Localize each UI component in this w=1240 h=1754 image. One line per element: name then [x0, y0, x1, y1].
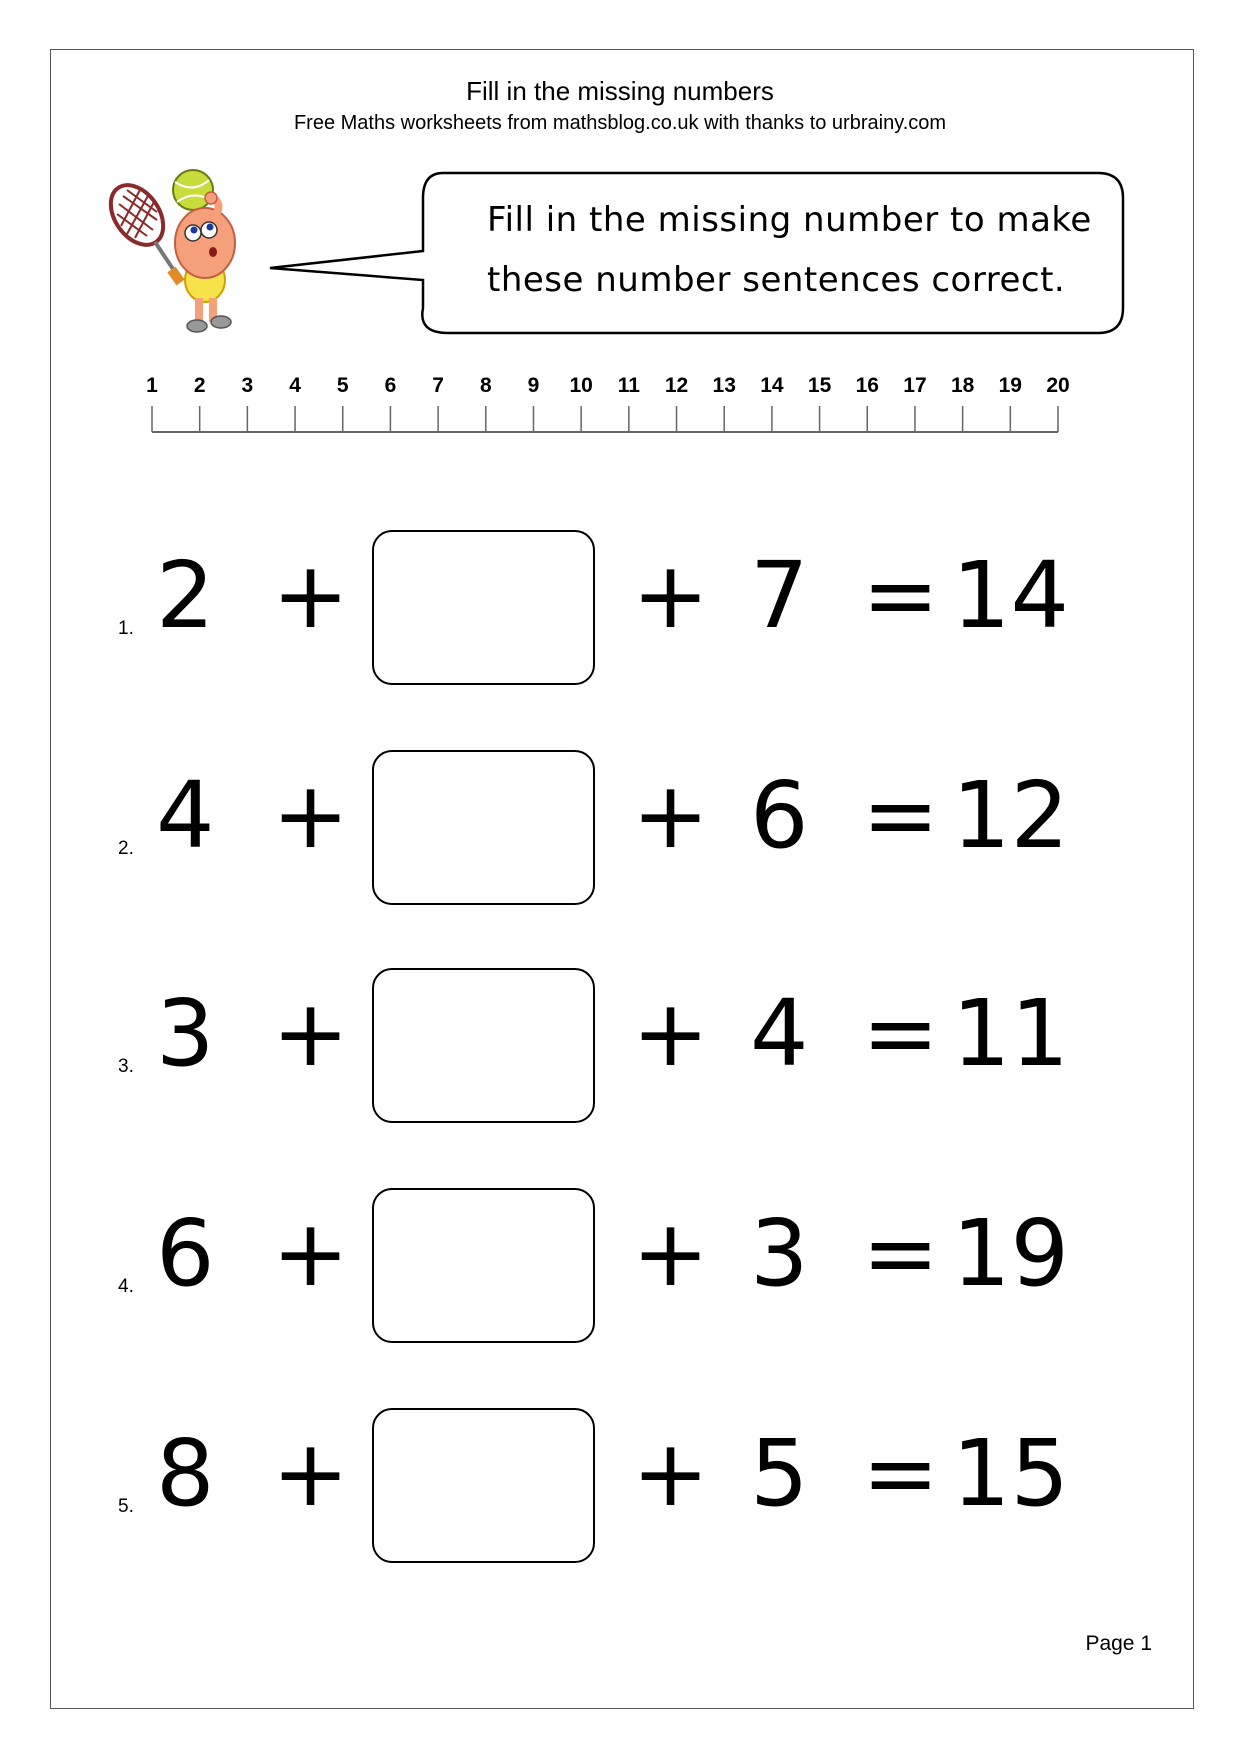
sum-result: 12: [952, 762, 1070, 869]
number-line-label: 19: [998, 374, 1022, 397]
plus-sign: +: [272, 1200, 350, 1307]
plus-sign: +: [272, 542, 350, 649]
number-line-label: 11: [617, 374, 640, 397]
page-number: Page 1: [1085, 1632, 1152, 1655]
question-row: [0, 750, 1240, 920]
plus-sign: +: [632, 1420, 710, 1527]
plus-sign: +: [632, 762, 710, 869]
number-line-label: 1: [146, 374, 158, 397]
equals-sign: =: [862, 542, 940, 649]
number-line-label: 9: [527, 374, 540, 397]
question-row: [0, 530, 1240, 700]
tennis-ball-icon: [173, 170, 213, 210]
answer-box[interactable]: [372, 750, 595, 905]
question-number: 4.: [118, 1276, 134, 1297]
number-line-label: 4: [289, 374, 301, 397]
equals-sign: =: [862, 980, 940, 1087]
addend-second: 5: [750, 1420, 809, 1527]
sum-result: 11: [952, 980, 1070, 1087]
worksheet-title: Fill in the missing numbers: [466, 76, 774, 106]
addend-second: 3: [750, 1200, 809, 1307]
equals-sign: =: [862, 1200, 940, 1307]
addend-first: 2: [156, 542, 215, 649]
addend-first: 3: [156, 980, 215, 1087]
number-line-label: 13: [712, 374, 736, 397]
sum-result: 19: [952, 1200, 1070, 1307]
question-row: [0, 1188, 1240, 1358]
addend-first: 4: [156, 762, 215, 869]
addend-first: 6: [156, 1200, 215, 1307]
addend-second: 6: [750, 762, 809, 869]
answer-box[interactable]: [372, 530, 595, 685]
number-line-label: 15: [807, 374, 832, 397]
plus-sign: +: [272, 1420, 350, 1527]
answer-box[interactable]: [372, 968, 595, 1123]
plus-sign: +: [632, 542, 710, 649]
number-line-label: 7: [432, 374, 444, 397]
worksheet-subtitle: Free Maths worksheets from mathsblog.co.uk with thanks to urbrainy.com: [293, 112, 947, 134]
question-row: [0, 1408, 1240, 1578]
instruction-line-2: these number sentences correct.: [487, 260, 1066, 300]
number-line-label: 17: [903, 374, 927, 397]
number-line-label: 6: [384, 374, 397, 397]
answer-box[interactable]: [372, 1408, 595, 1563]
instruction-text: [487, 190, 1107, 310]
number-line-label: 3: [241, 374, 254, 397]
question-number: 3.: [118, 1056, 134, 1077]
question-number: 2.: [118, 838, 134, 859]
instruction-line-1: Fill in the missing number to make: [487, 200, 1092, 240]
question-number: 1.: [118, 618, 134, 639]
number-line-label: 14: [760, 374, 784, 397]
number-line: [140, 370, 1080, 440]
tennis-player-icon: [105, 168, 275, 358]
equals-sign: =: [862, 1420, 940, 1527]
equals-sign: =: [862, 762, 940, 869]
question-row: [0, 968, 1240, 1138]
number-line-label: 16: [855, 374, 879, 397]
number-line-label: 8: [479, 374, 492, 397]
number-line-label: 2: [193, 374, 206, 397]
answer-box[interactable]: [372, 1188, 595, 1343]
plus-sign: +: [632, 1200, 710, 1307]
sum-result: 15: [952, 1420, 1070, 1527]
number-line-label: 10: [569, 374, 593, 397]
addend-second: 4: [750, 980, 809, 1087]
question-number: 5.: [118, 1496, 134, 1517]
number-line-label: 12: [664, 374, 689, 397]
addend-second: 7: [750, 542, 809, 649]
sum-result: 14: [952, 542, 1070, 649]
addend-first: 8: [156, 1420, 215, 1527]
plus-sign: +: [632, 980, 710, 1087]
plus-sign: +: [272, 762, 350, 869]
plus-sign: +: [272, 980, 350, 1087]
number-line-label: 18: [950, 374, 975, 397]
number-line-label: 20: [1046, 374, 1070, 397]
number-line-label: 5: [336, 374, 349, 397]
